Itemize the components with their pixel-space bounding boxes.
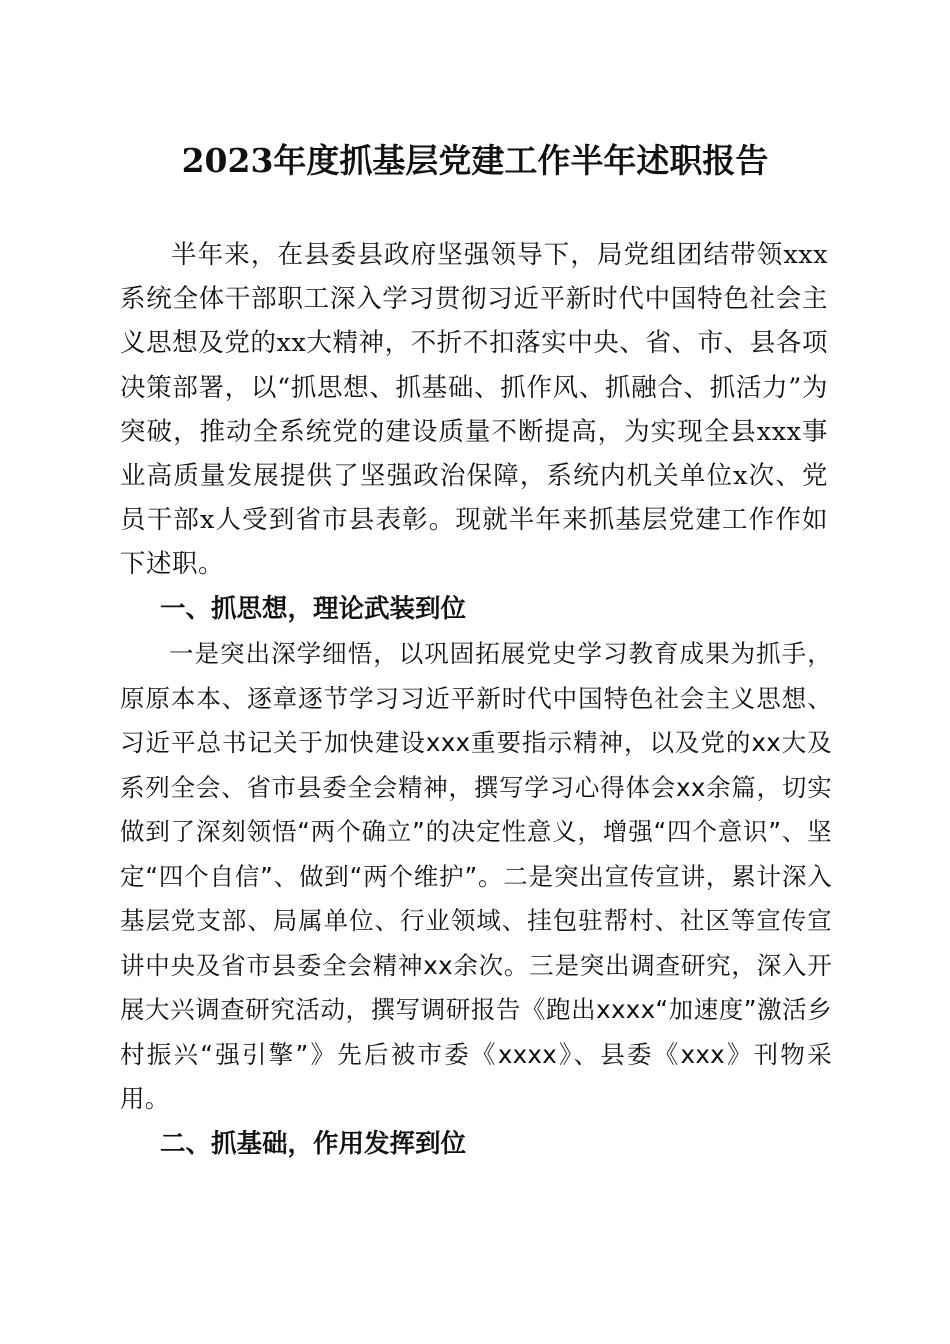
section-1-paragraph: 一是突出深学细悟，以巩固拓展党史学习教育成果为抓手，原原本本、逐章逐节学习习近平新时代中国特色社会主义思想、习近平总书记关于加快建设xxx重要指示精神，以及党的xx大及系列全会、省市县委全会精神，撰写学习心得体会xx余篇，切实做到了深刻领悟“两个确立”的决定性意义，增强“四个意识”、坚定“四个自信”、做到“两个维护”。二是突出宣传宣讲，累计深入基层党支部、局属单位、行业领域、挂包驻帮村、社区等宣传宣讲中央及省市县委全会精神xx余次。三是突出调查研究，深入开展大兴调查研究活动，撰写调研报告《跑出xxxx“加速度”激活乡村振兴“强引擎”》先后被市委《xxxx》、县委《xxx》刊物采用。 xyxy=(120,639,832,1113)
section-heading-1: 一、抓思想，理论武装到位 xyxy=(160,594,467,624)
intro-paragraph: 半年来，在县委县政府坚强领导下，局党组团结带领xxx系统全体干部职工深入学习贯彻习近平新时代中国特色社会主义思想及党的xx大精神，不折不扣落实中央、省、市、县各项决策部署，以“抓思想、抓基础、抓作风、抓融合、抓活力”为突破，推动全系统党的建设质量不断提高，为实现全县xxx事业高质量发展提供了坚强政治保障，系统内机关单位x次、党员干部x人受到省市县表彰。现就半年来抓基层党建工作作如下述职。 xyxy=(120,240,828,580)
section-heading-2: 二、抓基础，作用发挥到位 xyxy=(160,1129,467,1159)
document-title: 2023年度抓基层党建工作半年述职报告 xyxy=(181,141,769,180)
